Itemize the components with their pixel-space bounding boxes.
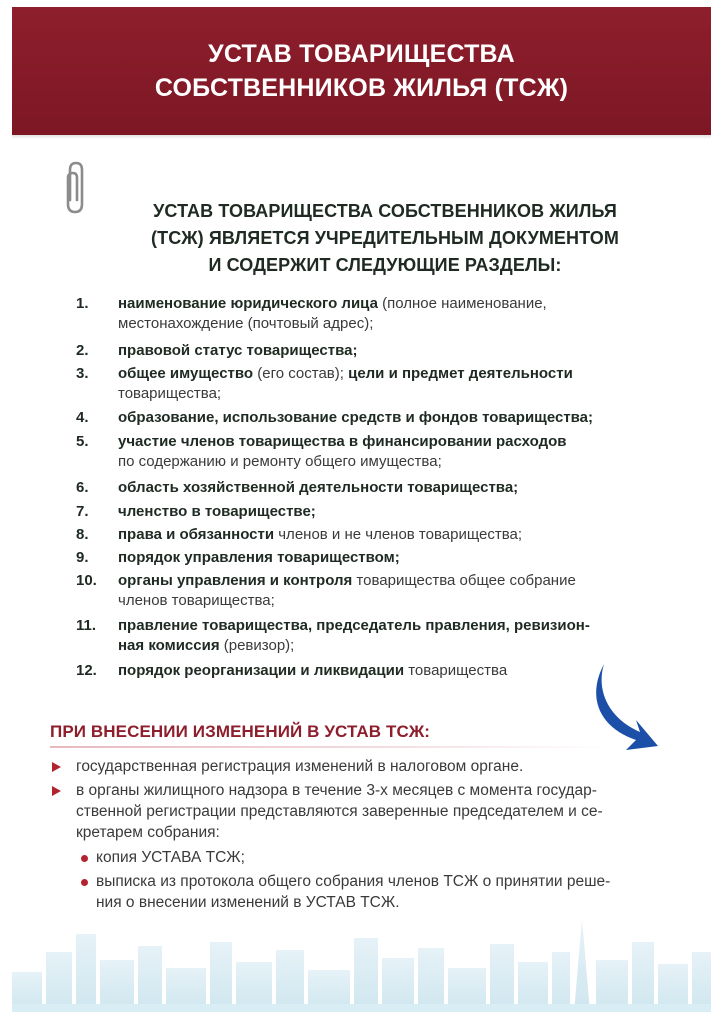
intro-line1: УСТАВ ТОВАРИЩЕСТВА СОБСТВЕННИКОВ ЖИЛЬЯ — [153, 201, 617, 221]
section-text: общее имущество (его состав); цели и предмет деятельности товарищества; — [118, 365, 573, 402]
section-number: 7. — [76, 503, 89, 520]
changes-subitem-2: выписка из протокола общего собрания членов ТСЖ о принятии реше- ния о внесении изменений в УСТАВ ТСЖ. — [96, 873, 611, 911]
dot-bullet-icon — [81, 855, 88, 862]
section-number: 9. — [76, 549, 89, 566]
city-skyline-decoration — [12, 912, 711, 1012]
section-number: 12. — [76, 662, 97, 679]
section-text: порядок управления товариществом; — [118, 549, 400, 566]
changes-title: ПРИ ВНЕСЕНИИ ИЗМЕНЕНИЙ В УСТАВ ТСЖ: — [50, 722, 431, 741]
section-number: 4. — [76, 409, 89, 426]
intro-line3: И СОДЕРЖИТ СЛЕДУЮЩИЕ РАЗДЕЛЫ: — [208, 255, 562, 275]
section-number: 5. — [76, 433, 89, 450]
section-number: 2. — [76, 342, 89, 359]
section-text: членство в товариществе; — [118, 503, 316, 520]
triangle-bullet-icon — [52, 786, 61, 796]
header-banner — [12, 7, 711, 135]
intro-heading — [60, 198, 710, 279]
section-text: органы управления и контроля товарищества общее собрание членов товарищества; — [118, 572, 576, 609]
section-number: 1. — [76, 295, 89, 312]
section-number: 3. — [76, 365, 89, 382]
changes-item-2: в органы жилищного надзора в течение 3-х месяцев с момента государ- ственной регистрации представляются заверенные председателем и се- кретарем собрания: — [76, 782, 603, 841]
section-number: 8. — [76, 526, 89, 543]
changes-item-1: государственная регистрация изменений в налоговом органе. — [76, 758, 524, 775]
header-title-line2: СОБСТВЕННИКОВ ЖИЛЬЯ (ТСЖ) — [154, 74, 569, 102]
section-number: 6. — [76, 479, 89, 496]
section-text: права и обязанности членов и не членов товарищества; — [118, 526, 523, 543]
section-text: область хозяйственной деятельности товарищества; — [118, 479, 519, 496]
section-text: правление товарищества, председатель правления, ревизион- ная комиссия (ревизор); — [118, 617, 590, 654]
section-number: 10. — [76, 572, 97, 589]
section-text: порядок реорганизации и ликвидации товарищества — [118, 662, 508, 679]
section-text: наименование юридического лица (полное наименование, местонахождение (почтовый адрес); — [118, 295, 547, 332]
header-title-line1: УСТАВ ТОВАРИЩЕСТВА — [208, 40, 515, 68]
section-text: правовой статус товарищества; — [118, 342, 358, 359]
curved-arrow-icon — [582, 660, 662, 756]
triangle-bullet-icon — [52, 762, 61, 772]
banner-shadow — [12, 135, 711, 139]
changes-subitem-1: копия УСТАВА ТСЖ; — [96, 849, 245, 866]
section-divider — [50, 746, 610, 748]
section-text: участие членов товарищества в финансировании расходов по содержанию и ремонту общего имущества; — [118, 433, 567, 470]
section-number: 11. — [76, 617, 97, 634]
intro-line2: (ТСЖ) ЯВЛЯЕТСЯ УЧРЕДИТЕЛЬНЫМ ДОКУМЕНТОМ — [151, 228, 619, 248]
dot-bullet-icon — [81, 879, 88, 886]
section-text: образование, использование средств и фондов товарищества; — [118, 409, 594, 426]
